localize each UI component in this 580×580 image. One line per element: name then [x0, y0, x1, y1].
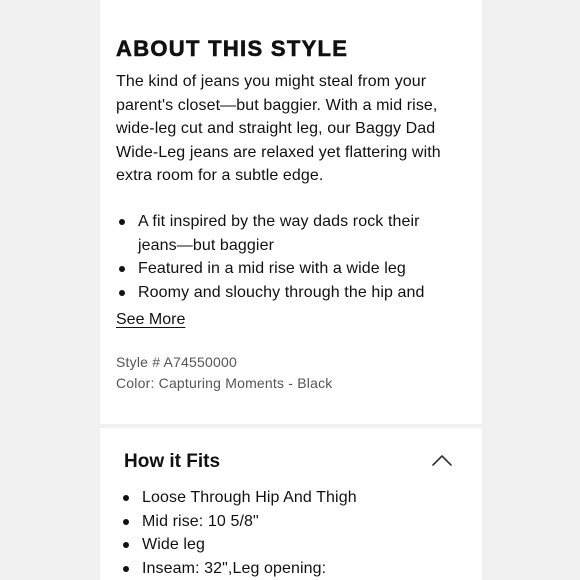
- list-item: [116, 257, 456, 281]
- how-it-fits-header[interactable]: [124, 448, 454, 476]
- about-bullet-list: [116, 210, 456, 304]
- list-item-text: A fit inspired by the way dads rock their jeans—but baggier: [138, 213, 420, 254]
- color-name: Color: Capturing Moments - Black: [116, 375, 333, 391]
- bullet-icon: [119, 219, 125, 225]
- list-item: [120, 533, 450, 557]
- list-item: [120, 557, 450, 580]
- about-this-style-section: [100, 0, 482, 424]
- bullet-icon: [123, 566, 129, 572]
- how-it-fits-section: [100, 428, 482, 580]
- style-number: Style # A74550000: [116, 354, 237, 370]
- list-item-text: Wide leg: [142, 536, 206, 553]
- list-item: [120, 486, 450, 510]
- bullet-icon: [119, 266, 125, 272]
- list-item-text: Roomy and slouchy through the hip and: [138, 283, 425, 301]
- list-item-text: Loose Through Hip And Thigh: [142, 489, 357, 506]
- about-description: The kind of jeans you might steal from your parent's closet—but baggier. With a mid rise, wide-leg cut and straight leg, our Baggy Dad Wide-Leg jeans are relaxed yet flattering with extra room for a subtle edge.: [116, 73, 441, 184]
- fit-bullet-list: [120, 486, 450, 580]
- bullet-icon: [123, 495, 129, 501]
- list-item: [116, 281, 456, 305]
- bullet-icon: [123, 519, 129, 525]
- how-it-fits-title: How it Fits: [124, 451, 221, 472]
- list-item: [116, 210, 456, 257]
- see-more-link[interactable]: See More: [116, 311, 186, 328]
- bullet-icon: [119, 290, 125, 296]
- list-item-text: Mid rise: 10 5/8": [142, 512, 259, 530]
- chevron-up-icon[interactable]: [430, 452, 454, 468]
- list-item: [120, 510, 450, 534]
- list-item-text: Inseam: 32",Leg opening:: [142, 559, 327, 577]
- bullet-icon: [123, 542, 129, 548]
- list-item-text: Featured in a mid rise with a wide leg: [138, 260, 406, 277]
- about-title: ABOUT THIS STYLE: [116, 36, 349, 61]
